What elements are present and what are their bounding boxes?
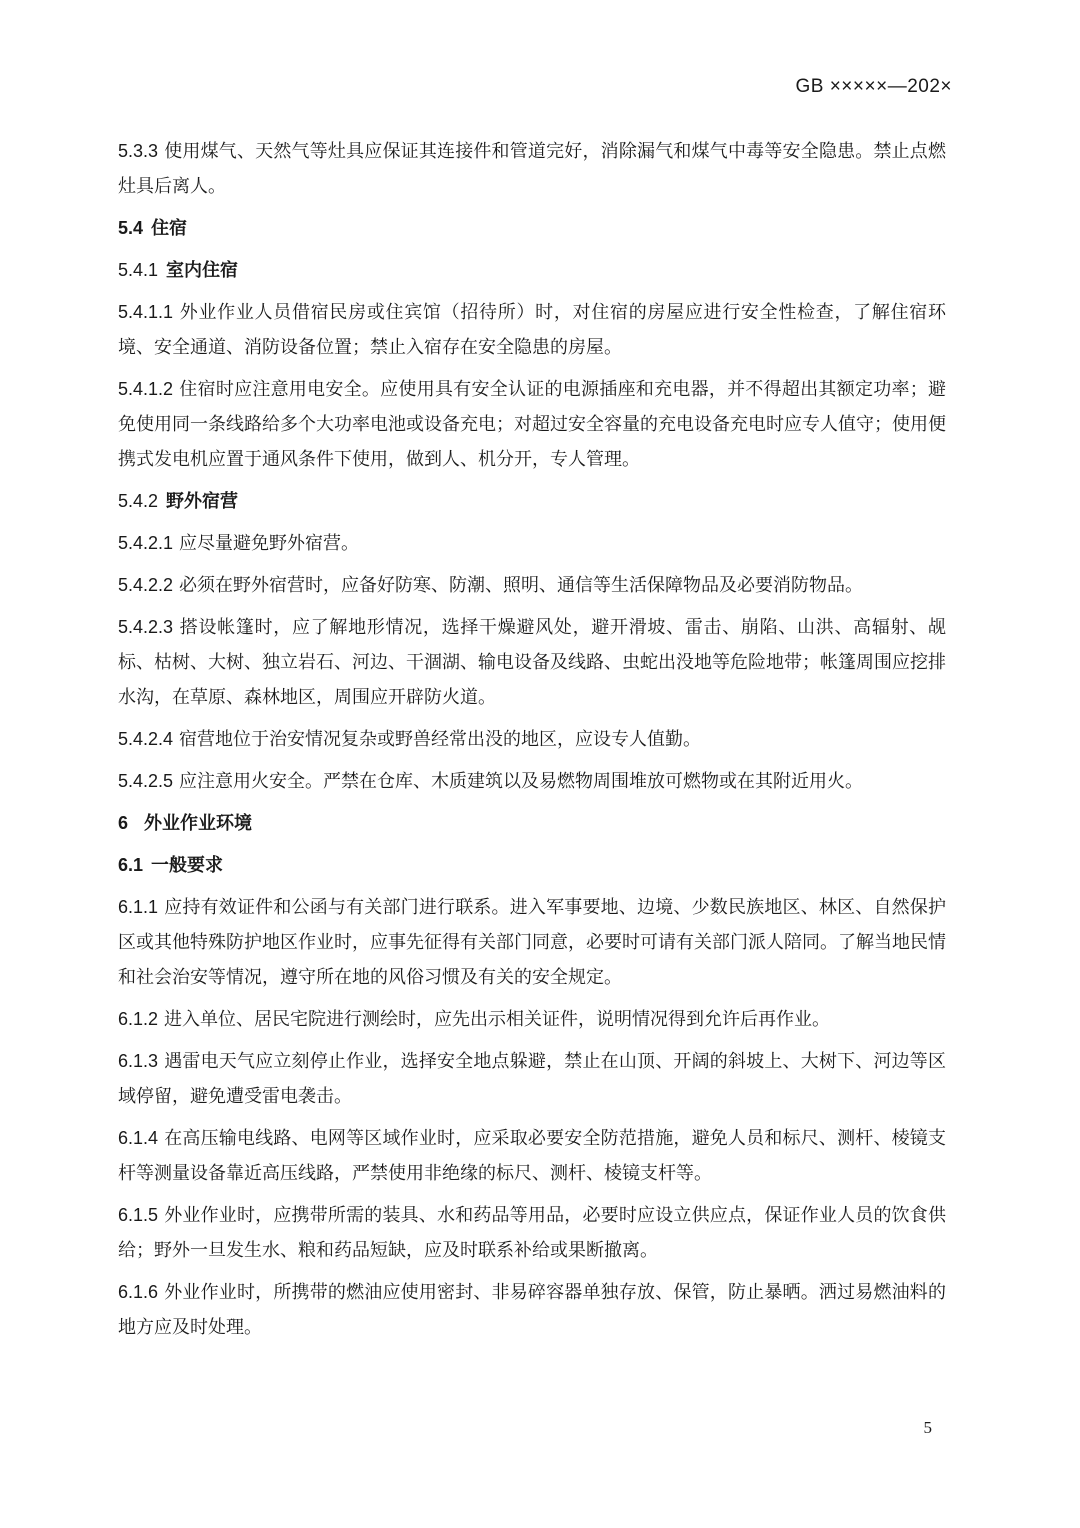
clause-paragraph-6-1-3 [118,1044,946,1114]
clause-text: 住宿时应注意用电安全。应使用具有安全认证的电源插座和充电器，并不得超出其额定功率；避免使用同一条线路给多个大功率电池或设备充电；对超过安全容量的充电设备充电时应专人值守；使用便携式发电机应置于通风条件下使用，做到人、机分开，专人管理。 [118,379,946,470]
clause-text: 搭设帐篷时，应了解地形情况，选择干燥避风处，避开滑坡、雷击、崩陷、山洪、高辐射、觇标、枯树、大树、独立岩石、河边、干涸湖、输电设备及线路、虫蛇出没地等危险地带；帐篷周围应挖排水沟，在草原、森林地区，周围应开辟防火道。 [118,617,946,708]
clause-number: 5.4.2.3 [118,617,174,637]
clause-number: 5.4.2.4 [118,729,174,749]
clause-number: 5.4.2.5 [118,771,174,791]
clause-text: 外业作业时，所携带的燃油应使用密封、非易碎容器单独存放、保管，防止暴晒。洒过易燃油料的地方应及时处理。 [118,1282,946,1338]
clause-heading-5-4-1 [118,253,946,288]
clause-text: 遇雷电天气应立刻停止作业，选择安全地点躲避，禁止在山顶、开阔的斜坡上、大树下、河边等区域停留，避免遭受雷电袭击。 [118,1051,946,1107]
clause-number: 5.4.2 [118,491,159,511]
clause-heading-5-4 [118,211,946,246]
clause-text: 外业作业人员借宿民房或住宾馆（招待所）时，对住宿的房屋应进行安全性检查，了解住宿环境、安全通道、消防设备位置；禁止入宿存在安全隐患的房屋。 [118,302,946,358]
clause-paragraph-5-4-2-1 [118,526,946,561]
clause-number: 5.4.2.2 [118,575,174,595]
clause-title: 一般要求 [151,855,224,876]
clause-paragraph-6-1-4 [118,1121,946,1191]
clause-number: 5.4.1.1 [118,302,174,322]
clause-paragraph-5-4-2-3 [118,610,946,715]
clause-paragraph-5-4-2-4 [118,722,946,757]
clause-number: 5.4.2.1 [118,533,174,553]
clause-text: 宿营地位于治安情况复杂或野兽经常出没的地区，应设专人值勤。 [179,729,702,750]
clause-title: 外业作业环境 [144,813,253,834]
clauses-container [118,134,946,1345]
clause-number: 6.1.3 [118,1051,159,1071]
clause-paragraph-5-4-2-2 [118,568,946,603]
clause-heading-5-4-2 [118,484,946,519]
clause-text: 应注意用火安全。严禁在仓库、木质建筑以及易燃物周围堆放可燃物或在其附近用火。 [179,771,864,792]
clause-text: 外业作业时，应携带所需的装具、水和药品等用品，必要时应设立供应点，保证作业人员的饮食供给；野外一旦发生水、粮和药品短缺，应及时联系补给或果断撤离。 [118,1205,946,1261]
clause-number: 5.4.1.2 [118,379,174,399]
clause-number: 6.1.1 [118,897,159,917]
clause-number: 5.4 [118,218,144,238]
clause-text: 进入单位、居民宅院进行测绘时，应先出示相关证件，说明情况得到允许后再作业。 [164,1009,831,1030]
clause-paragraph-5-4-1-2 [118,372,946,477]
clause-paragraph-6-1-5 [118,1198,946,1268]
clause-text: 应持有效证件和公函与有关部门进行联系。进入军事要地、边境、少数民族地区、林区、自然保护区或其他特殊防护地区作业时，应事先征得有关部门同意，必要时可请有关部门派人陪同。了解当地民情和社会治安等情况，遵守所在地的风俗习惯及有关的安全规定。 [118,897,946,988]
clause-number: 6.1.2 [118,1009,159,1029]
clause-title: 住宿 [151,218,188,239]
document-body [118,134,946,1352]
clause-heading-6-1 [118,848,946,883]
clause-number: 5.4.1 [118,260,159,280]
page-number: 5 [923,1418,932,1437]
clause-number: 6.1.6 [118,1282,159,1302]
clause-paragraph-6-1-1 [118,890,946,995]
clause-text: 使用煤气、天然气等灶具应保证其连接件和管道完好，消除漏气和煤气中毒等安全隐患。禁止点燃灶具后离人。 [118,141,946,197]
clause-paragraph-6-1-2 [118,1002,946,1037]
clause-title: 野外宿营 [166,491,239,512]
clause-title: 室内住宿 [166,260,239,281]
clause-paragraph-6-1-6 [118,1275,946,1345]
clause-heading-6 [118,806,946,841]
clause-paragraph-5-4-2-5 [118,764,946,799]
clause-text: 应尽量避免野外宿营。 [179,533,360,554]
clause-text: 必须在野外宿营时，应备好防寒、防潮、照明、通信等生活保障物品及必要消防物品。 [179,575,864,596]
clause-number: 6.1 [118,855,144,875]
clause-number: 6.1.5 [118,1205,159,1225]
clause-number: 5.3.3 [118,141,159,161]
clause-paragraph-5-4-1-1 [118,295,946,365]
clause-paragraph-5-3-3 [118,134,946,204]
clause-text: 在高压输电线路、电网等区域作业时，应采取必要安全防范措施，避免人员和标尺、测杆、棱镜支杆等测量设备靠近高压线路，严禁使用非绝缘的标尺、测杆、棱镜支杆等。 [118,1128,946,1184]
clause-number: 6 [118,813,129,833]
document-code-header: GB ×××××—202× [795,76,952,97]
clause-number: 6.1.4 [118,1128,159,1148]
